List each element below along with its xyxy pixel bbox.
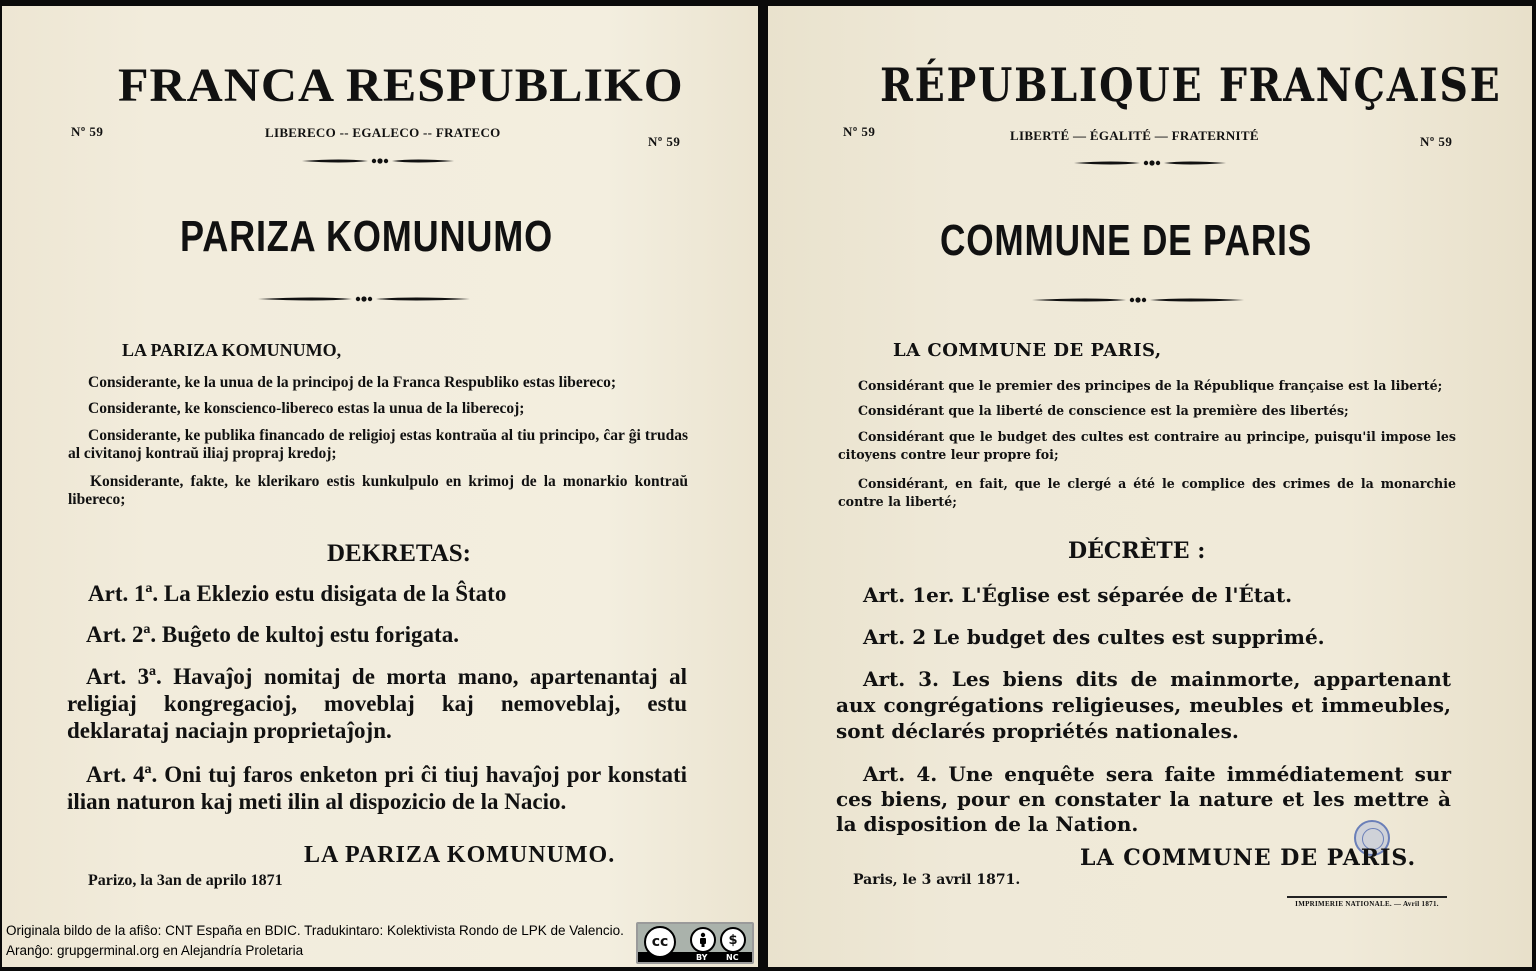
- preamble-heading: LA PARIZA KOMUNUMO,: [122, 340, 342, 360]
- preamble-heading: LA COMMUNE DE PARIS,: [893, 340, 1162, 361]
- image-credits: [6, 921, 636, 961]
- motto: LIBERTÉ — ÉGALITÉ — FRATERNITÉ: [1010, 128, 1259, 143]
- article-item: Art. 3ª. Havaĵoj nomitaj de morta mano, apartenantaj al religiaj kongregacioj, moveblaj kaj nemoveblaj, estu deklarataj naciajn proprietaĵojn.: [67, 664, 687, 743]
- date-line: Paris, le 3 avril 1871.: [853, 872, 1021, 888]
- credit-line: Originala bildo de la afiŝo: CNT España en BDIC. Tradukintaro: Kolektivista Rondo de LPK de Valencio.: [6, 923, 624, 938]
- article-item: Art. 2ª. Buĝeto de kultoj estu forigata.: [86, 622, 459, 647]
- consideration-item: Konsiderante, fakte, ke klerikaro estis kunkulpulo en krimoj de la monarkio kontraŭ libereco;: [68, 473, 688, 508]
- consideration-item: Considérant, en fait, que le clergé a été le complice des crimes de la monarchie contre la liberté;: [838, 476, 1456, 509]
- consideration-item: Considérant que la liberté de conscience est la première des libertés;: [858, 403, 1349, 418]
- noncommercial-icon: $: [720, 927, 746, 953]
- decree-heading: DÉCRÈTE :: [1068, 538, 1206, 564]
- consideration-item: Considérant que le budget des cultes est contraire au principe, puisqu'il impose les citoyens contre leur propre foi;: [838, 429, 1456, 462]
- article-item: Art. 3. Les biens dits de mainmorte, appartenant aux congrégations religieuses, meubles et immeubles, sont déclarés propriétés nationales.: [836, 667, 1451, 743]
- printer-imprint: IMPRIMERIE NATIONALE. — Avril 1871.: [1287, 896, 1447, 908]
- cc-license-badge[interactable]: [636, 922, 754, 964]
- ornament-divider: [258, 294, 470, 304]
- cc-icon: cc: [644, 926, 676, 958]
- by-label: BY: [696, 953, 708, 962]
- article-item: Art. 4. Une enquête sera faite immédiatement sur ces biens, pour en constater la nature et les mettre à la disposition de la Nation.: [836, 762, 1451, 836]
- consideration-item: Considérant que le premier des principes de la République française est la liberté;: [858, 378, 1443, 393]
- poster-title: FRANCA RESPUBLIKO: [118, 58, 684, 112]
- consideration-item: Considerante, ke konscienco-libereco estas la unua de la liberecoj;: [88, 400, 525, 417]
- article-item: Art. 2 Le budget des cultes est supprimé.: [863, 625, 1325, 649]
- poster-number: Nº 59: [843, 124, 876, 139]
- ornament-divider: [1074, 158, 1226, 168]
- consideration-item: Considerante, ke publika financado de religioj estas kontraŭa al tiu principo, ĉar ĝi trudas al civitanoj kontraŭ iliaj propraj kredoj;: [68, 427, 688, 462]
- attribution-icon: [690, 927, 716, 953]
- poster-number: Nº 59: [71, 124, 104, 139]
- poster-title: RÉPUBLIQUE FRANÇAISE: [880, 58, 1502, 112]
- poster-number: Nº 59: [648, 134, 681, 149]
- consideration-item: Considerante, ke la unua de la principoj de la Franca Respubliko estas libereco;: [88, 374, 617, 391]
- decree-heading: DEKRETAS:: [327, 540, 472, 567]
- ornament-divider: [1032, 295, 1244, 305]
- commune-title: PARIZA KOMUNUMO: [180, 212, 554, 261]
- article-item: Art. 1er. L'Église est séparée de l'État.: [863, 583, 1293, 607]
- date-line: Parizo, la 3an de aprilo 1871: [88, 872, 283, 889]
- motto: LIBERECO -- EGALECO -- FRATECO: [265, 125, 501, 140]
- poster-number: Nº 59: [1420, 134, 1453, 149]
- signature: LA PARIZA KOMUNUMO.: [304, 842, 616, 868]
- ornament-divider: [302, 156, 454, 166]
- signature: LA COMMUNE DE PARIS.: [1080, 845, 1417, 871]
- commune-title: COMMUNE DE PARIS: [940, 216, 1312, 265]
- nc-label: NC: [726, 953, 739, 962]
- credit-line: Aranĝo: grupgerminal.org en Alejandría Proletaria: [6, 943, 304, 958]
- article-item: Art. 1ª. La Eklezio estu disigata de la Ŝtato: [88, 581, 507, 606]
- article-item: Art. 4ª. Oni tuj faros enketon pri ĉi tiuj havaĵoj por konstati ilian naturon kaj meti ilin al dispozicio de la Nacio.: [67, 762, 687, 814]
